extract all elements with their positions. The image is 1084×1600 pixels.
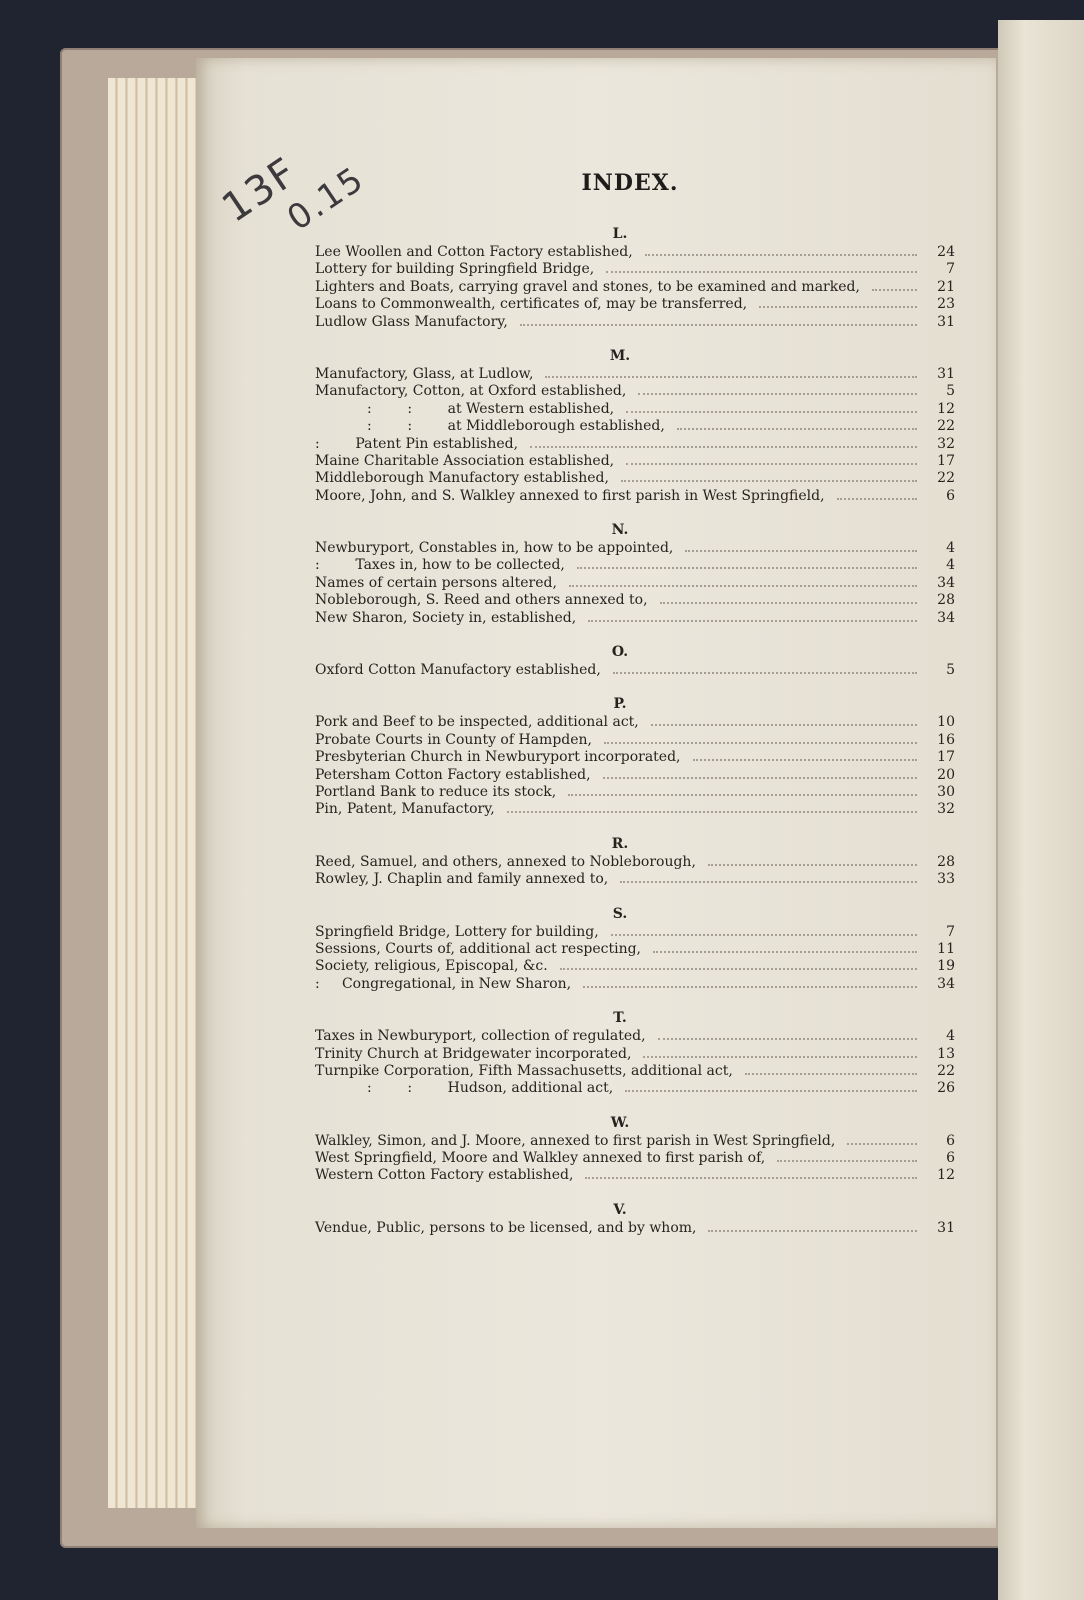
index-entry (315, 714, 955, 731)
index-entry (315, 314, 955, 331)
entry-page-number: 31 (937, 313, 955, 330)
entry-page-number: 34 (937, 609, 955, 626)
index-entry (315, 732, 955, 749)
dot-leader (745, 1073, 917, 1075)
dot-leader (620, 881, 917, 883)
dot-leader (569, 585, 917, 587)
entry-page-number: 4 (946, 1028, 955, 1045)
entry-page-number: 7 (946, 261, 955, 278)
index-entry (315, 1167, 955, 1184)
dot-leader (638, 393, 917, 395)
entry-text: Petersham Cotton Factory established, (315, 766, 591, 783)
entry-page-number: 32 (937, 801, 955, 818)
entry-text: West Springfield, Moore and Walkley annexed to first parish of, (315, 1150, 766, 1167)
entry-text: Ludlow Glass Manufactory, (315, 313, 508, 330)
entry-page-number: 10 (937, 714, 955, 731)
entry-page-number: 23 (937, 296, 955, 313)
dot-leader (708, 864, 917, 866)
entry-text: : : at Western established, (367, 400, 615, 417)
dot-leader (651, 724, 917, 726)
index-section (315, 834, 955, 889)
entry-text: Turnpike Corporation, Fifth Massachusetts, additional act, (315, 1062, 733, 1079)
index-entry (315, 924, 955, 941)
index-section (315, 520, 955, 627)
entry-page-number: 4 (946, 540, 955, 557)
dot-leader (560, 968, 917, 970)
entry-text: Middleborough Manufactory established, (315, 470, 609, 487)
section-letter: N. (611, 522, 629, 539)
index-entry (315, 976, 955, 993)
index-entry (315, 383, 955, 400)
entry-text: Nobleborough, S. Reed and others annexed to, (315, 592, 648, 609)
index-entry (315, 296, 955, 313)
entry-page-number: 31 (937, 1219, 955, 1236)
dot-leader (577, 567, 917, 569)
entry-text: Manufactory, Cotton, at Oxford established, (315, 383, 627, 400)
entry-page-number: 26 (937, 1080, 955, 1097)
index-entry (315, 749, 955, 766)
entry-page-number: 22 (937, 1062, 955, 1079)
entry-text: Springfield Bridge, Lottery for building, (315, 923, 599, 940)
dot-leader (837, 498, 917, 500)
index-section (315, 642, 955, 679)
index-entry (315, 1133, 955, 1150)
entry-text: Lighters and Boats, carrying gravel and stones, to be examined and marked, (315, 278, 860, 295)
index-section (315, 224, 955, 331)
entry-page-number: 22 (937, 418, 955, 435)
entry-page-number: 4 (946, 557, 955, 574)
index-section (315, 346, 955, 505)
entry-text: : Taxes in, how to be collected, (315, 557, 565, 574)
index-entry (315, 941, 955, 958)
entry-text: Portland Bank to reduce its stock, (315, 783, 557, 800)
index-entry (315, 436, 955, 453)
handwritten-line-2: 0.15 (280, 158, 372, 239)
dot-leader (625, 1090, 917, 1092)
dot-leader (603, 777, 917, 779)
dot-leader (693, 759, 917, 761)
index-section (315, 1008, 955, 1098)
dot-leader (568, 794, 917, 796)
section-letter: S. (612, 905, 628, 922)
entry-page-number: 32 (937, 435, 955, 452)
entry-page-number: 5 (946, 662, 955, 679)
index-entry (315, 279, 955, 296)
index-entry (315, 784, 955, 801)
index-entry (315, 1150, 955, 1167)
dot-leader (653, 951, 917, 953)
index-entry (315, 470, 955, 487)
dot-leader (658, 1038, 917, 1040)
index-entry (315, 557, 955, 574)
entry-page-number: 7 (946, 923, 955, 940)
entry-text: : : at Middleborough established, (367, 418, 665, 435)
section-letter: T. (613, 1010, 627, 1027)
index-entry (315, 1046, 955, 1063)
index-entry (315, 610, 955, 627)
entry-text: Presbyterian Church in Newburyport incorporated, (315, 749, 681, 766)
entry-text: Probate Courts in County of Hampden, (315, 731, 592, 748)
dot-leader (583, 986, 917, 988)
entry-text: Loans to Commonwealth, certificates of, may be transferred, (315, 296, 748, 313)
index-entry (315, 1220, 955, 1237)
dot-leader (759, 306, 917, 308)
index-list (315, 224, 955, 1252)
entry-page-number: 31 (937, 365, 955, 382)
dot-leader (611, 934, 917, 936)
index-entry (315, 244, 955, 261)
entry-text: Maine Charitable Association established, (315, 452, 615, 469)
entry-text: Pin, Patent, Manufactory, (315, 801, 495, 818)
entry-page-number: 11 (937, 940, 955, 957)
index-entry (315, 575, 955, 592)
section-letter: O. (611, 644, 629, 661)
entry-page-number: 22 (937, 470, 955, 487)
entry-text: Walkley, Simon, and J. Moore, annexed to first parish in West Springfield, (315, 1132, 836, 1149)
entry-page-number: 28 (937, 592, 955, 609)
entry-text: Lee Woollen and Cotton Factory established, (315, 244, 633, 260)
entry-text: New Sharon, Society in, established, (315, 609, 577, 626)
entry-text: Moore, John, and S. Walkley annexed to first parish in West Springfield, (315, 487, 825, 504)
entry-page-number: 24 (937, 244, 955, 260)
index-entry (315, 1080, 955, 1097)
dot-leader (588, 620, 917, 622)
entry-page-number: 28 (937, 853, 955, 870)
entry-page-number: 13 (937, 1045, 955, 1062)
entry-text: Trinity Church at Bridgewater incorporated, (315, 1045, 632, 1062)
section-letter: W. (610, 1114, 630, 1131)
index-entry (315, 662, 955, 679)
dot-leader (708, 1230, 917, 1232)
index-entry (315, 366, 955, 383)
index-section (315, 1113, 955, 1185)
page-edges (108, 78, 208, 1508)
entry-text: Oxford Cotton Manufactory established, (315, 662, 601, 679)
entry-page-number: 16 (937, 731, 955, 748)
entry-page-number: 6 (946, 1150, 955, 1167)
dot-leader (847, 1143, 917, 1145)
index-entry (315, 453, 955, 470)
dot-leader (645, 254, 917, 256)
entry-page-number: 30 (937, 783, 955, 800)
entry-page-number: 34 (937, 574, 955, 591)
index-entry (315, 261, 955, 278)
entry-page-number: 33 (937, 871, 955, 888)
index-entry (315, 540, 955, 557)
dot-leader (626, 411, 917, 413)
entry-page-number: 17 (937, 749, 955, 766)
entry-text: Rowley, J. Chaplin and family annexed to, (315, 871, 609, 888)
index-entry (315, 488, 955, 505)
dot-leader (621, 480, 917, 482)
facing-page (998, 20, 1084, 1600)
entry-text: Reed, Samuel, and others, annexed to Nobleborough, (315, 853, 696, 870)
entry-text: Pork and Beef to be inspected, additional act, (315, 714, 639, 731)
entry-text: Society, religious, Episcopal, &c. (315, 958, 548, 975)
dot-leader (643, 1056, 917, 1058)
dot-leader (530, 446, 917, 448)
dot-leader (685, 550, 917, 552)
handwritten-line-1: 13F (214, 148, 307, 232)
section-letter: R. (611, 835, 629, 852)
entry-page-number: 34 (937, 975, 955, 992)
index-section (315, 904, 955, 994)
dot-leader (545, 376, 917, 378)
index-entry (315, 418, 955, 435)
entry-page-number: 21 (937, 278, 955, 295)
dot-leader (677, 428, 917, 430)
dot-leader (777, 1160, 917, 1162)
entry-text: : Patent Pin established, (315, 435, 519, 452)
dot-leader (660, 602, 917, 604)
entry-text: Western Cotton Factory established, (315, 1167, 574, 1184)
section-letter: P. (613, 696, 627, 713)
entry-text: Vendue, Public, persons to be licensed, and by whom, (315, 1219, 697, 1236)
entry-page-number: 6 (946, 487, 955, 504)
entry-text: Manufactory, Glass, at Ludlow, (315, 365, 534, 382)
dot-leader (626, 463, 917, 465)
entry-page-number: 5 (946, 383, 955, 400)
index-entry (315, 767, 955, 784)
index-entry (315, 871, 955, 888)
entry-text: Sessions, Courts of, additional act respecting, (315, 940, 641, 957)
dot-leader (585, 1177, 917, 1179)
index-entry (315, 854, 955, 871)
section-letter: L. (612, 226, 628, 242)
dot-leader (507, 811, 917, 813)
entry-page-number: 6 (946, 1132, 955, 1149)
entry-page-number: 19 (937, 958, 955, 975)
index-entry (315, 592, 955, 609)
index-entry (315, 1028, 955, 1045)
index-entry (315, 801, 955, 818)
dot-leader (606, 271, 917, 273)
index-entry (315, 1063, 955, 1080)
entry-page-number: 12 (937, 1167, 955, 1184)
page-title: INDEX. (581, 170, 679, 196)
section-letter: M. (609, 347, 631, 364)
index-entry (315, 958, 955, 975)
index-section (315, 694, 955, 818)
index-section (315, 1200, 955, 1237)
entry-text: : Congregational, in New Sharon, (315, 975, 572, 992)
entry-text: Taxes in Newburyport, collection of regulated, (315, 1028, 646, 1045)
entry-text: Newburyport, Constables in, how to be appointed, (315, 540, 674, 557)
entry-page-number: 12 (937, 400, 955, 417)
dot-leader (613, 672, 917, 674)
dot-leader (604, 742, 917, 744)
entry-text: Names of certain persons altered, (315, 574, 557, 591)
dot-leader (872, 289, 917, 291)
entry-text: Lottery for building Springfield Bridge, (315, 261, 595, 278)
entry-text: : : Hudson, additional act, (367, 1080, 614, 1097)
section-letter: V. (613, 1201, 627, 1218)
dot-leader (520, 324, 917, 326)
entry-page-number: 20 (937, 766, 955, 783)
index-entry (315, 401, 955, 418)
entry-page-number: 17 (937, 452, 955, 469)
